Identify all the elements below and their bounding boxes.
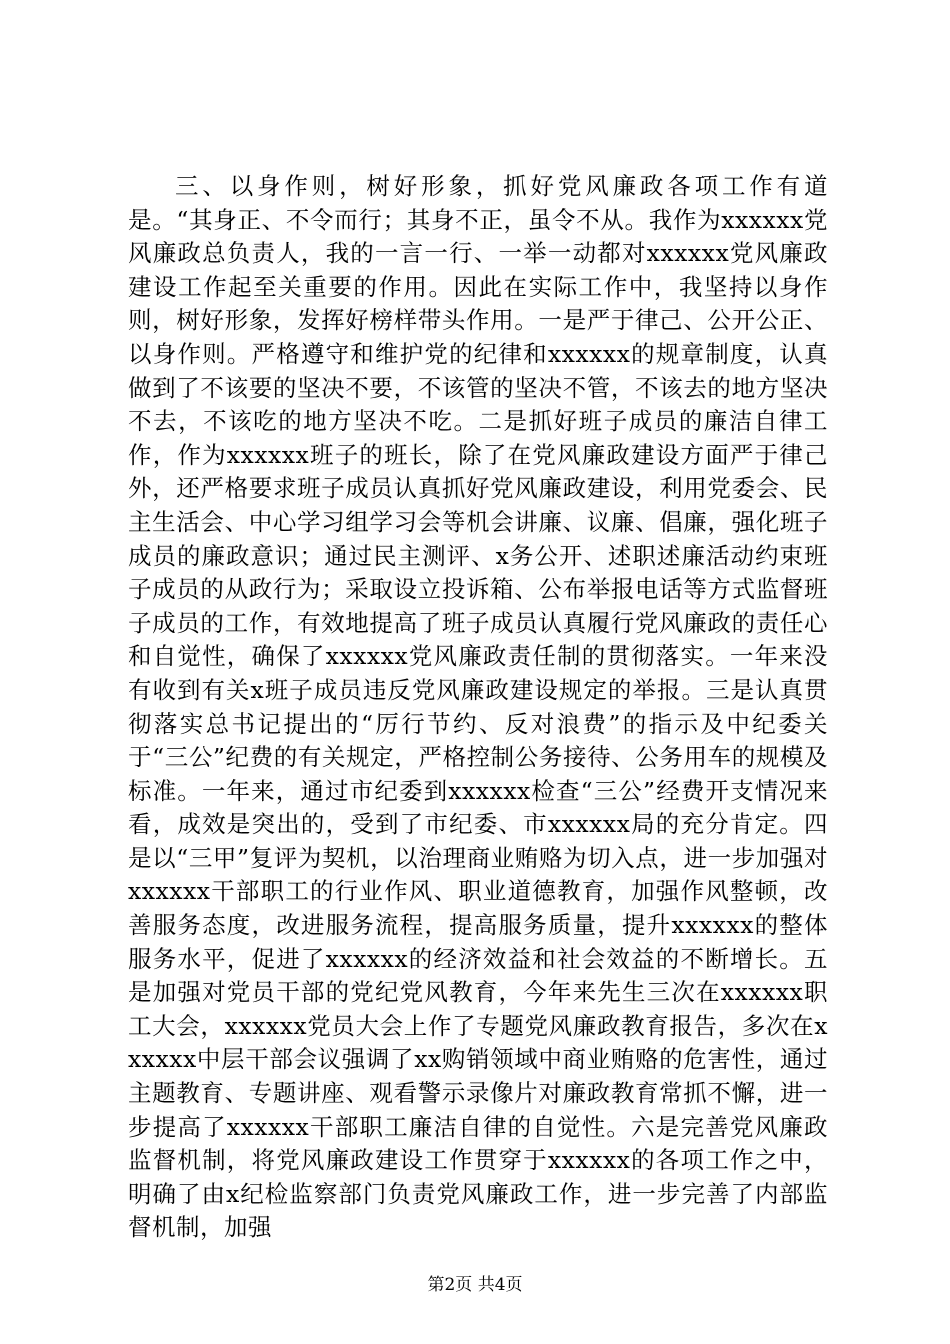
page-number-footer: 第2页 共4页 <box>427 1275 523 1295</box>
body-paragraph: 三、以身作则，树好形象，抓好党风廉政各项工作有道是。“其身正、不令而行；其身不正，虽令不从。我作为xxxxxx党风廉政总负责人，我的一言一行、一举一动都对xxxxxx党风廉政建设工作起至关重要的作用。因此在实际工作中，我坚持以身作则，树好形象，发挥好榜样带头作用。一是严于律己、公开公正、以身作则。严格遵守和维护党的纪律和xxxxxx的规章制度，认真做到了不该要的坚决不要，不该管的坚决不管，不该去的地方坚决不去，不该吃的地方坚决不吃。二是抓好班子成员的廉洁自律工作，作为xxxxxx班子的班长，除了在党风廉政建设方面严于律己外，还严格要求班子成员认真抓好党风廉政建设，利用党委会、民主生活会、中心学习组学习会等机会讲廉、议廉、倡廉，强化班子成员的廉政意识；通过民主测评、x务公开、述职述廉活动约束班子成员的从政行为；采取设立投诉箱、公布举报电话等方式监督班子成员的工作，有效地提高了班子成员认真履行党风廉政的责任心和自觉性，确保了xxxxxx党风廉政责任制的贯彻落实。一年来没有收到有关x班子成员违反党风廉政建设规定的举报。三是认真贯彻落实总书记提出的“厉行节约、反对浪费”的指示及中纪委关于“三公”纪费的有关规定，严格控制公务接待、公务用车的规模及标准。一年来，通过市纪委到xxxxxx检查“三公”经费开支情况来看，成效是突出的，受到了市纪委、市xxxxxx局的充分肯定。四是以“三甲”复评为契机，以治理商业贿赂为切入点，进一步加强对xxxxxx干部职工的行业作风、职业道德教育，加强作风整顿，改善服务态度，改进服务流程，提高服务质量，提升xxxxxx的整体服务水平，促进了xxxxxx的经济效益和社会效益的不断增长。五是加强对党员干部的党纪党风教育，今年来先生三次在xxxxxx职工大会，xxxxxx党员大会上作了专题党风廉政教育报告，多次在xxxxxx中层干部会议强调了xx购销领域中商业贿赂的危害性，通过主题教育、专题讲座、观看警示录像片对廉政教育常抓不懈，进一步提高了xxxxxx干部职工廉洁自律的自觉性。六是完善党风廉政监督机制，将党风廉政建设工作贯穿于xxxxxx的各项工作之中，明确了由x纪检监察部门负责党风廉政工作，进一步完善了内部监督机制，加强 <box>128 172 828 1242</box>
